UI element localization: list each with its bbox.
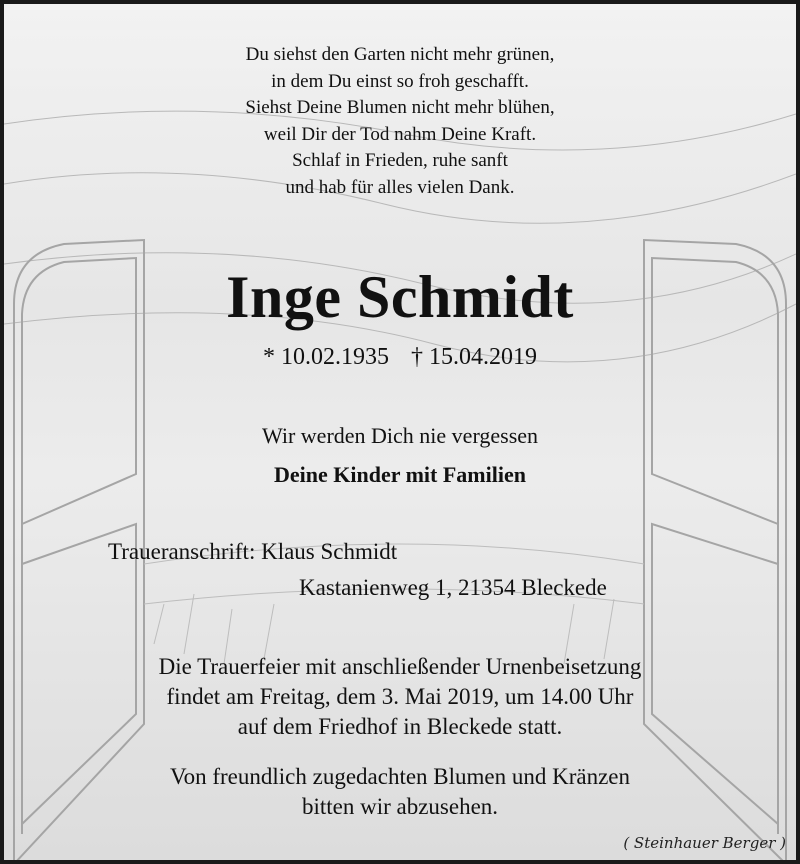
ceremony-line: findet am Freitag, dem 3. Mai 2019, um 14.00 Uhr xyxy=(166,684,634,709)
flowers-request xyxy=(4,762,796,822)
death-date: † 15.04.2019 xyxy=(411,344,537,370)
family-signature: Deine Kinder mit Familien xyxy=(274,462,526,487)
memorial-poem xyxy=(4,42,796,201)
flowers-line: bitten wir abzusehen. xyxy=(301,794,499,819)
birth-date: * 10.02.1935 xyxy=(263,344,389,370)
flowers-line: Von freundlich zugedachten Blumen und Kränzen xyxy=(169,764,631,789)
life-dates xyxy=(4,342,796,372)
poem-line: Siehst Deine Blumen nicht mehr blühen, xyxy=(245,97,555,118)
deceased-name: Inge Schmidt xyxy=(226,264,574,330)
ceremony-line: auf dem Friedhof in Bleckede statt. xyxy=(237,714,563,739)
poem-line: und hab für alles vielen Dank. xyxy=(285,176,515,198)
designer-signature: ( Steinhauer Berger ) xyxy=(623,834,786,852)
ceremony-line: Die Trauerfeier mit anschließender Urnenbeisetzung xyxy=(158,654,642,679)
address-line-2: Kastanienweg 1, 21354 Bleckede xyxy=(299,575,607,600)
poem-line: in dem Du einst so froh geschafft. xyxy=(271,70,529,92)
poem-line: Schlaf in Frieden, ruhe sanft xyxy=(292,150,508,171)
poem-line: Du siehst den Garten nicht mehr grünen, xyxy=(245,44,555,65)
address-line-1: Traueranschrift: Klaus Schmidt xyxy=(108,539,398,564)
poem-line: weil Dir der Tod nahm Deine Kraft. xyxy=(263,123,537,145)
farewell-line: Wir werden Dich nie vergessen xyxy=(261,423,539,448)
ceremony-info xyxy=(4,652,796,742)
